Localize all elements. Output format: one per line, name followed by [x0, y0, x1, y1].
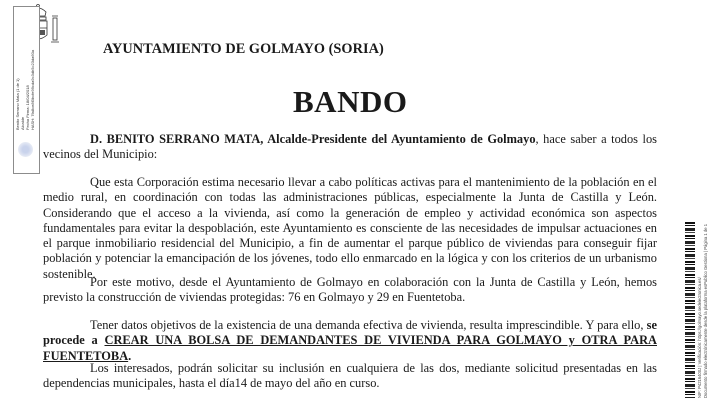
- mayor-name: D. BENITO SERRANO MATA, Alcalde-Presidente del Ayuntamiento de Golmayo: [90, 132, 536, 146]
- paragraph-intro: D. BENITO SERRANO MATA, Alcalde-Presidente del Ayuntamiento de Golmayo, hace saber a todos los vecinos del Municipio:: [43, 132, 658, 162]
- verification-text: NIF: P4216400J | Verificación: https://golmayo.sedelectronica.es/ Documento firmado electrónicamente desde la plataforma esPublico Gestiona | Página 1 de 1: [697, 223, 708, 398]
- paragraph-considerations: Que esta Corporación estima necesario llevar a cabo políticas activas para el mantenimiento de la población en el medio rural, en coordinación con todas las administraciones públicas, especialmente la Junta de Castilla y León. Considerando que el acceso a la vivienda, así como la generación de empleo y actividad económica son aspectos fundamentales para evitar la despoblación, este Ayuntamiento es consciente de las necesidades de impulsar actuaciones en el parque inmobiliario residencial del Municipio, a fin de aumentar el parque público de viviendas para conseguir fijar población y potenciar la emancipación de los jóvenes, todo ello enmarcado en la lógica y con los criterios de un urbanismo sostenible.: [43, 175, 657, 281]
- paragraph-deadline: Los interesados, podrán solicitar su inclusión en cualquiera de las dos, mediante solicitud presentadas en las dependencias municipales, hasta el día14 de mayo del año en curso.: [43, 361, 657, 391]
- verification-barcode: [685, 222, 695, 398]
- paragraph-demand-list: Tener datos objetivos de la existencia de una demanda efectiva de vivienda, resulta imprescindible. Y para ello, se procede a CREAR UNA BOLSA DE DEMANDANTES DE VIVIENDA PARA GOLMAYO y OTRA PARA FUENTETOBA.: [43, 318, 657, 363]
- municipality-header: AYUNTAMIENTO DE GOLMAYO (SORIA): [103, 41, 384, 57]
- stamp-line: HASH: 7fa8ce8f3bcfe99cda9c3db5c23da60a: [30, 49, 35, 130]
- announcement-highlight: CREAR UNA BOLSA DE DEMANDANTES DE VIVIENDA PARA GOLMAYO y OTRA PARA FUENTETOBA: [43, 333, 657, 363]
- stamp-line: Fecha Firma: 18/04/2018: [25, 85, 30, 130]
- document-title: BANDO: [293, 84, 408, 119]
- signature-stamp-text: [14, 49, 36, 130]
- stamp-line: Benito Serrano Mata (1 de 1): [15, 78, 20, 130]
- paragraph-housing-plan: Por este motivo, desde el Ayuntamiento de Golmayo en colaboración con la Junta de Castilla y León, hemos previsto la construcción de viviendas protegidas: 76 en Golmayo y 29 en Fuentetoba.: [43, 275, 657, 305]
- stamp-line: Alcalde: [20, 116, 25, 130]
- seal-icon: [18, 142, 33, 157]
